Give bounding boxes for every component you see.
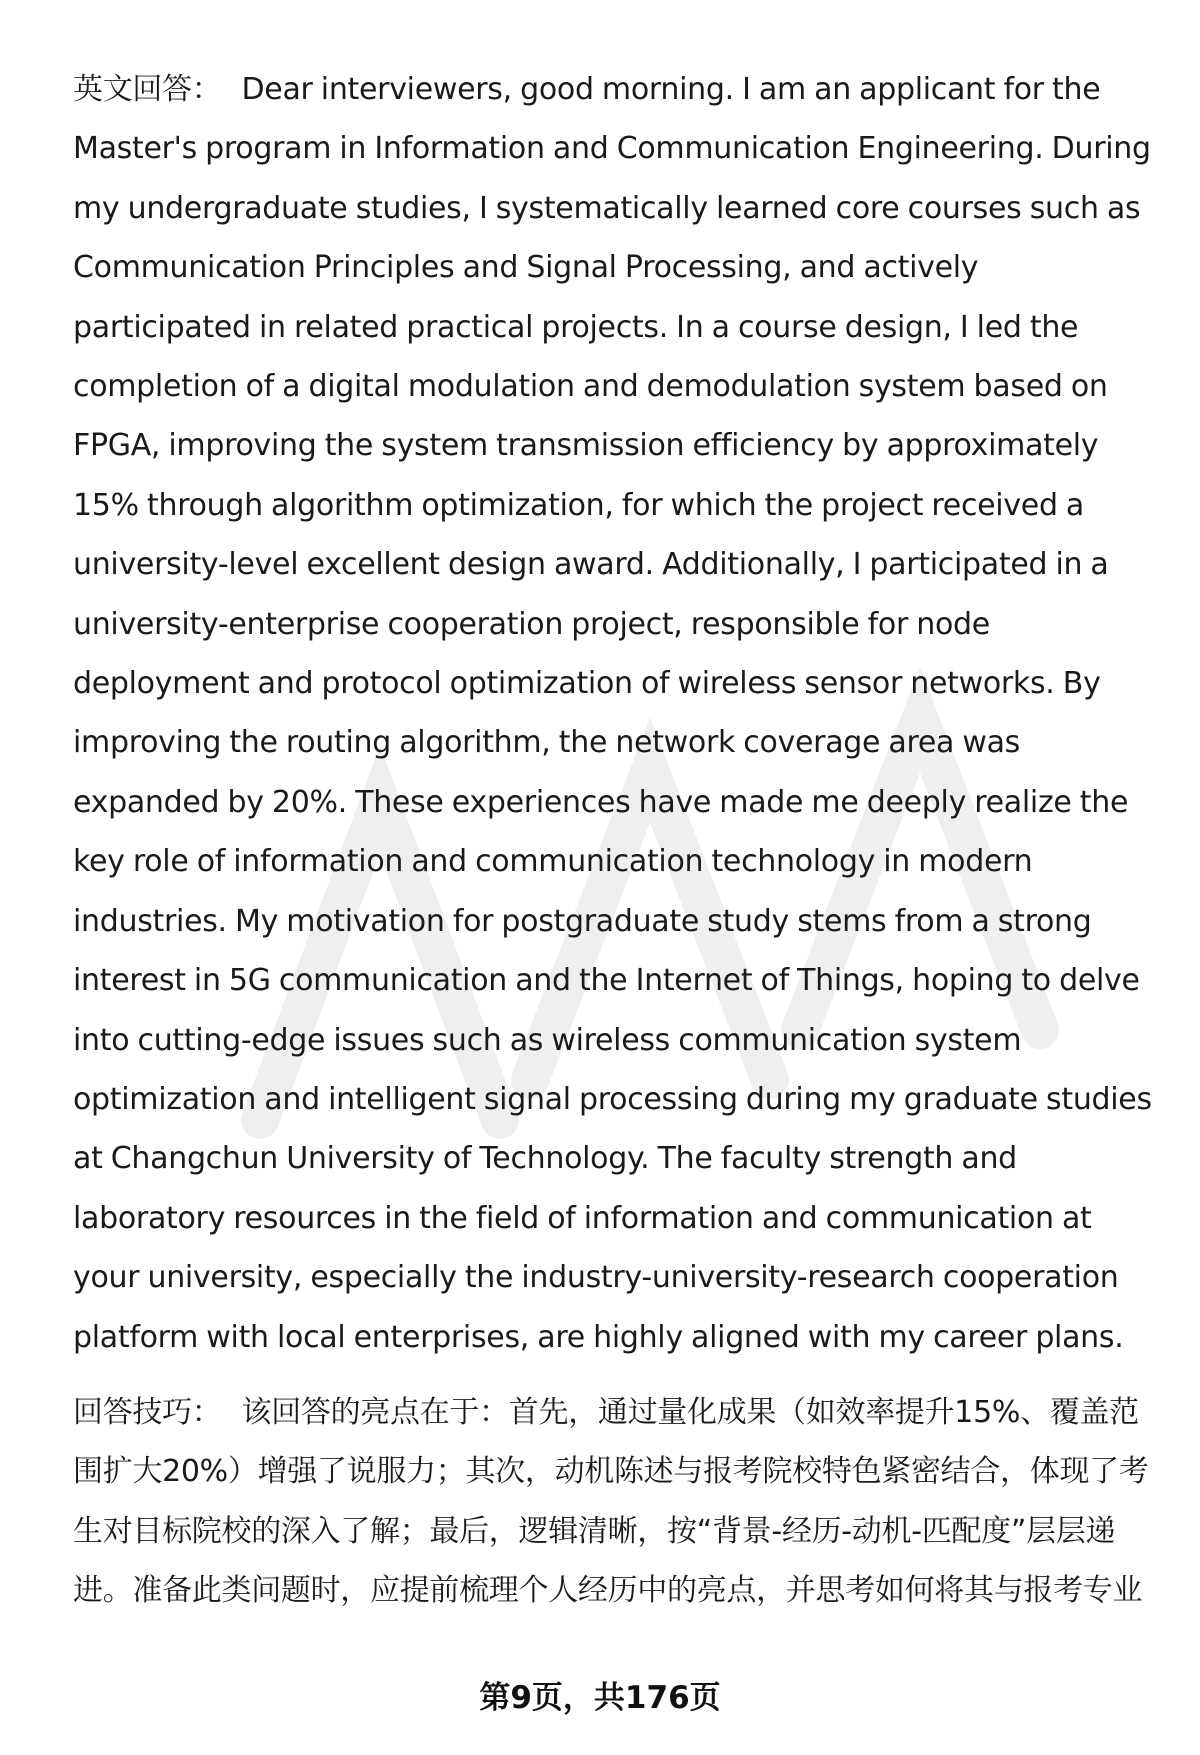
document-body [73, 60, 1163, 1621]
tips-label: 回答技巧： [73, 1394, 222, 1430]
answer-label: 英文回答： [73, 72, 222, 107]
answer-text: Dear interviewers, good morning. I am an applicant for the Master's program in Information and Communication Engineering. During my undergraduate studies, I systematically learned core courses such as Communication Principles and Signal Processing, and actively participated in related practical projects. In a course design, I led the completion of a digital modulation and demodulation system based on FPGA, improving the system transmission efficiency by approximately 15% through algorithm optimization, for which the project received a university-level excellent design award. Additionally, I participated in a university-enterprise cooperation project, responsible for node deployment and protocol optimization of wireless sensor networks. By improving the routing algorithm, the network coverage area was expanded by 20%. These experiences have made me deeply realize the key role of information and communication technology in modern industries. My motivation for postgraduate study stems from a strong interest in 5G communication and the Internet of Things, hoping to delve into cutting-edge issues such as wireless communication system optimization and intelligent signal processing during my graduate studies at Changchun University of Technology. The faculty strength and laboratory resources in the field of information and communication at your university, especially the industry-university-research cooperation platform with local enterprises, are highly aligned with my career plans. [73, 72, 1152, 1355]
tips-paragraph [73, 1383, 1163, 1621]
page-number: 第9页，共176页 [479, 1680, 721, 1716]
tips-text: 该回答的亮点在于：首先，通过量化成果（如效率提升15%、覆盖范围扩大20%）增强了说服力；其次，动机陈述与报考院校特色紧密结合，体现了考生对目标院校的深入了解；最后，逻辑清晰，按“背景-经历-动机-匹配度”层层递进。准备此类问题时，应提前梳理个人经历中的亮点，并思考如何将其与报考专业 [73, 1394, 1149, 1609]
answer-paragraph [73, 60, 1163, 1367]
